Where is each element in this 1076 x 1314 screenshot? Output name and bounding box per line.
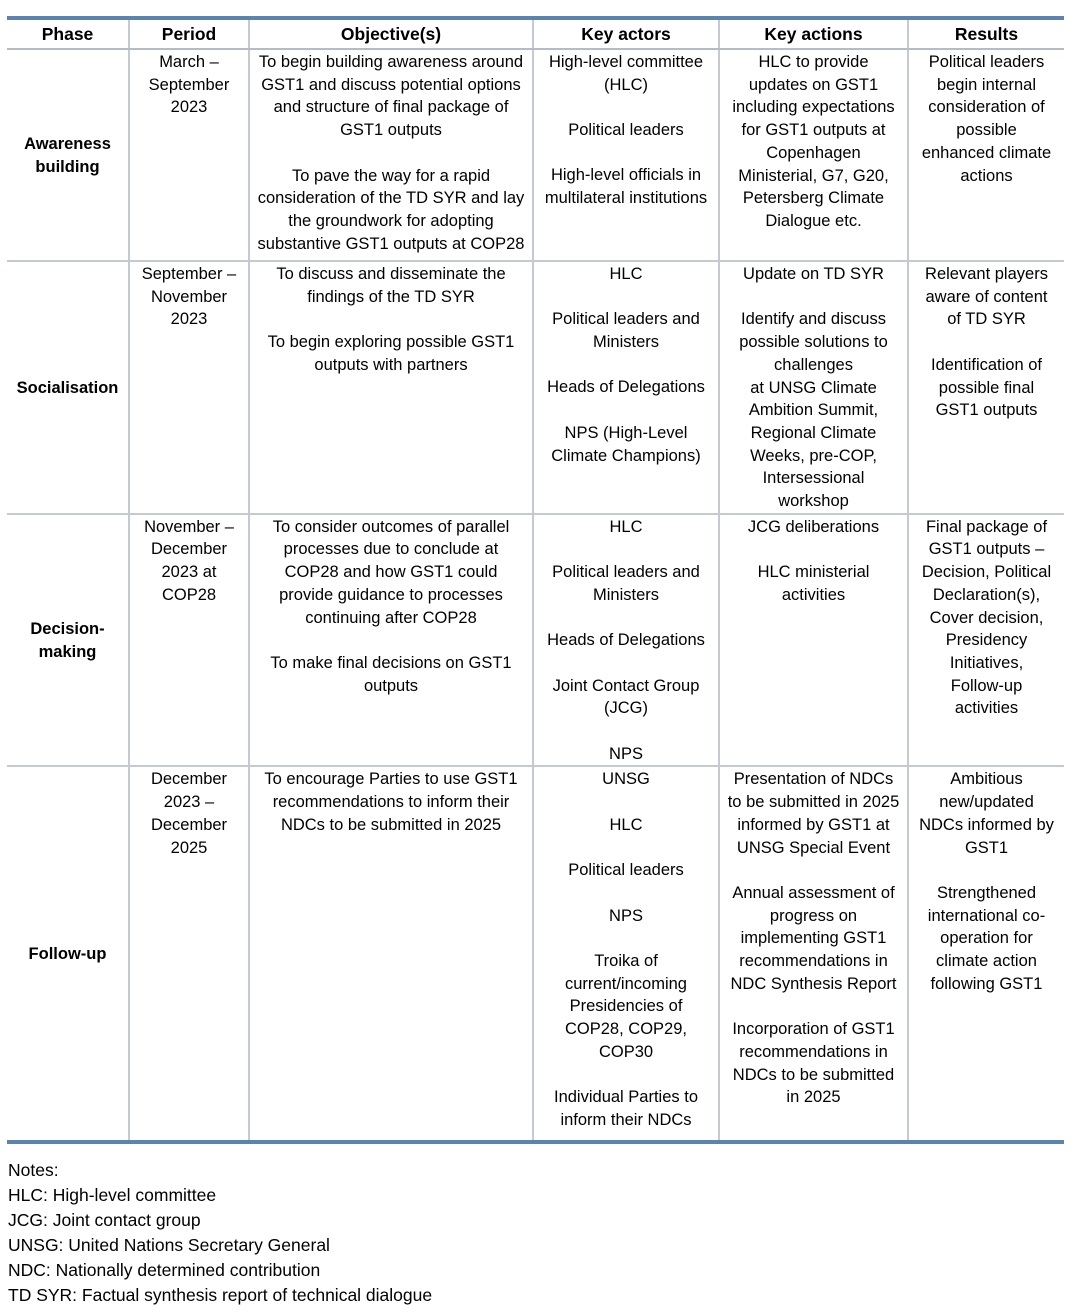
cell-paragraph: UNSG [602, 770, 650, 789]
cell-paragraph: Political leaders and Ministers [552, 563, 700, 604]
phase-cell [7, 49, 129, 261]
cell-paragraph: NPS (High-Level Climate Champions) [551, 423, 701, 465]
key-actions-cell [719, 261, 908, 514]
cell-paragraph: Identify and discuss possible solutions to challenges at UNSG Climate Ambition Summit, Regional Climate Weeks, pre-COP, Intersessional workshop [739, 310, 888, 511]
cell-paragraph: HLC [609, 265, 643, 283]
cell-paragraph: Political leaders [568, 861, 684, 880]
note-line: TD SYR: Factual synthesis report of technical dialogue [8, 1285, 433, 1305]
period-cell [129, 261, 249, 514]
objectives-cell [249, 514, 533, 767]
gst1-phases-table [7, 16, 1064, 1144]
cell-paragraph: Heads of Delegations [547, 631, 705, 650]
key-actions-cell [719, 514, 908, 767]
table-row [7, 49, 1064, 261]
cell-paragraph: HLC [609, 815, 643, 834]
cell-paragraph: Ambitious new/updated NDCs informed by GST1 [919, 770, 1054, 857]
cell-paragraph: NPS [609, 744, 643, 763]
cell-paragraph: Political leaders [568, 121, 684, 140]
key-actors-cell [533, 261, 719, 514]
cell-paragraph: HLC [609, 517, 643, 536]
period-text: November – December 2023 at COP28 [144, 517, 234, 604]
cell-paragraph: Strengthened international co- operation for climate action following GST1 [927, 883, 1046, 993]
cell-paragraph: To begin exploring possible GST1 outputs with partners [267, 333, 515, 374]
cell-paragraph: Political leaders and Ministers [552, 310, 700, 352]
cell-paragraph: To pave the way for a rapid consideration of the TD SYR and lay the groundwork for adopting substantive GST1 outputs at COP28 [257, 166, 525, 253]
period-cell [129, 49, 249, 261]
cell-paragraph: Heads of Delegations [547, 378, 705, 397]
cell-paragraph: Presentation of NDCs to be submitted in 2025 informed by GST1 at UNSG Special Event [727, 770, 900, 857]
cell-paragraph: Incorporation of GST1 recommendations in NDCs to be submitted in 2025 [732, 1020, 895, 1107]
period-cell [129, 766, 249, 1142]
period-text: December 2023 – December 2025 [150, 770, 228, 857]
table-notes [8, 1158, 432, 1308]
header-phase: Phase [7, 18, 129, 49]
objectives-cell [249, 766, 533, 1142]
table-body [7, 49, 1064, 1142]
table-row [7, 514, 1064, 767]
header-key-actors: Key actors [533, 18, 719, 49]
phase-label: Socialisation [16, 378, 119, 397]
cell-paragraph: To encourage Parties to use GST1 recommendations to inform their NDCs to be submitted in 2025 [264, 770, 518, 834]
key-actors-cell [533, 49, 719, 261]
results-cell [908, 261, 1064, 514]
phase-label: Follow-up [28, 945, 107, 964]
cell-paragraph: To begin building awareness around GST1 and discuss potential options and structure of final package of GST1 outputs [258, 53, 524, 140]
table-row [7, 261, 1064, 514]
header-results: Results [908, 18, 1064, 49]
objectives-cell [249, 49, 533, 261]
cell-paragraph: NPS [609, 906, 643, 925]
cell-paragraph: To consider outcomes of parallel processes due to conclude at COP28 and how GST1 could provide guidance to processes continuing after COP28 [272, 517, 510, 627]
results-cell [908, 766, 1064, 1142]
phase-label: Awareness building [24, 134, 111, 176]
cell-paragraph: Joint Contact Group (JCG) [552, 676, 700, 718]
phase-cell [7, 514, 129, 767]
results-cell [908, 49, 1064, 261]
cell-paragraph: To discuss and disseminate the findings of the TD SYR [276, 265, 506, 306]
cell-paragraph: Relevant players aware of content of TD SYR [925, 265, 1048, 329]
phase-cell [7, 766, 129, 1142]
objectives-cell [249, 261, 533, 514]
notes-heading: Notes: [8, 1160, 59, 1180]
phase-cell [7, 261, 129, 514]
header-period: Period [129, 18, 249, 49]
header-objectives: Objective(s) [249, 18, 533, 49]
table-header-row [7, 18, 1064, 49]
cell-paragraph: Update on TD SYR [743, 265, 884, 283]
cell-paragraph: Annual assessment of progress on implementing GST1 recommendations in NDC Synthesis Report [730, 883, 897, 993]
cell-paragraph: JCG deliberations [747, 517, 880, 536]
note-line: HLC: High-level committee [8, 1185, 217, 1205]
note-line: JCG: Joint contact group [8, 1210, 201, 1230]
cell-paragraph: Individual Parties to inform their NDCs [554, 1088, 698, 1129]
cell-paragraph: HLC ministerial activities [757, 563, 870, 604]
cell-paragraph: Identification of possible final GST1 outputs [931, 355, 1042, 420]
phase-label: Decision- making [30, 619, 105, 661]
cell-paragraph: Final package of GST1 outputs – Decision, Political Declaration(s), Cover decision, Presidency Initiatives, Follow-up activities [921, 517, 1052, 718]
cell-paragraph: High-level committee (HLC) [548, 53, 704, 94]
header-key-actions: Key actions [719, 18, 908, 49]
key-actors-cell [533, 514, 719, 767]
key-actions-cell [719, 766, 908, 1142]
cell-paragraph: Political leaders begin internal consideration of possible enhanced climate actions [921, 53, 1052, 185]
table-row [7, 766, 1064, 1142]
key-actors-cell [533, 766, 719, 1142]
note-line: UNSG: United Nations Secretary General [8, 1235, 330, 1255]
period-text: September – November 2023 [141, 265, 237, 329]
cell-paragraph: HLC to provide updates on GST1 including expectations for GST1 outputs at Copenhagen Ministerial, G7, G20, Petersberg Climate Dialogue etc. [732, 53, 895, 230]
period-text: March – September 2023 [148, 53, 230, 117]
cell-paragraph: To make final decisions on GST1 outputs [270, 653, 512, 695]
period-cell [129, 514, 249, 767]
key-actions-cell [719, 49, 908, 261]
cell-paragraph: Troika of current/incoming Presidencies of COP28, COP29, COP30 [565, 951, 687, 1061]
note-line: NDC: Nationally determined contribution [8, 1260, 321, 1280]
cell-paragraph: High-level officials in multilateral institutions [544, 166, 708, 208]
results-cell [908, 514, 1064, 767]
